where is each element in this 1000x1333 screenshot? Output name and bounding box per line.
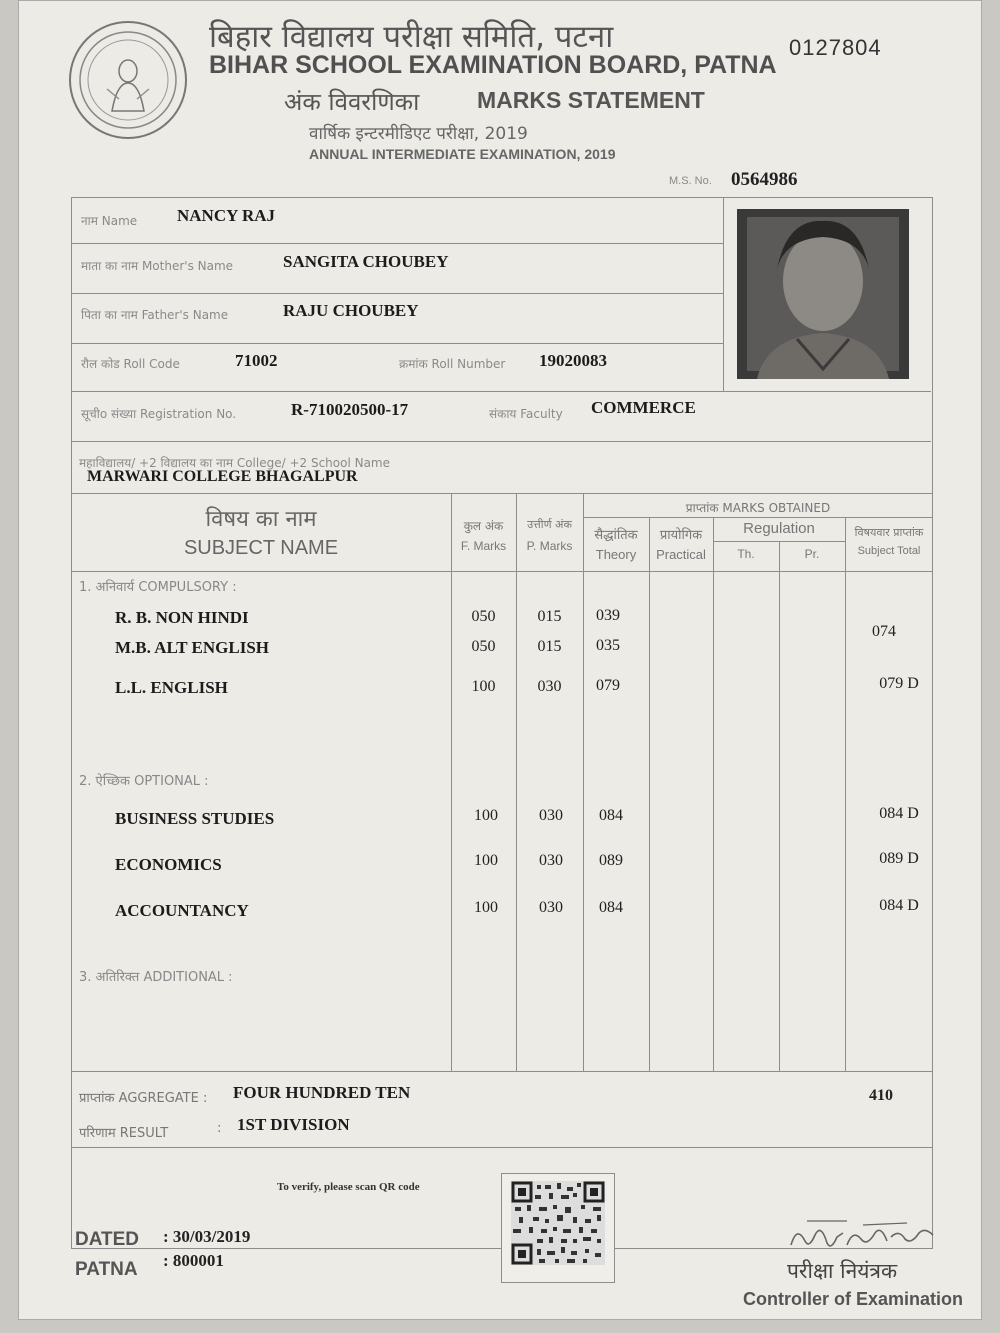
regulation-theory-header: Th. (737, 547, 755, 561)
faculty-label: संकाय Faculty (489, 407, 563, 421)
subject-total-header-hindi: विषयवार प्राप्तांक (854, 526, 924, 539)
aggregate-value: 410 (869, 1087, 893, 1104)
marks-statement-sheet (18, 0, 982, 1320)
ms-number-label: M.S. No. (669, 175, 712, 187)
exam-title-english: ANNUAL INTERMEDIATE EXAMINATION, 2019 (309, 146, 616, 162)
full-marks: 100 (474, 899, 498, 916)
roll-code-label: रौल कोड Roll Code (81, 357, 180, 371)
qr-code-icon[interactable] (511, 1181, 605, 1265)
roll-number: 19020083 (539, 351, 607, 370)
pmarks-header-hindi: उत्तीर्ण अंक (527, 518, 572, 531)
pass-marks: 030 (539, 807, 563, 824)
college-name: MARWARI COLLEGE BHAGALPUR (87, 468, 358, 485)
roll-number-label: क्रमांक Roll Number (399, 357, 506, 371)
father-name: RAJU CHOUBEY (283, 301, 419, 320)
subject-total: 089 D (879, 850, 919, 867)
regulation-practical-header: Pr. (804, 547, 820, 561)
dated-value: : 30/03/2019 (163, 1227, 251, 1246)
controller-title-hindi: परीक्षा नियंत्रक (787, 1259, 898, 1283)
theory-marks: 035 (596, 637, 620, 654)
theory-header-hindi: सैद्धांतिक (594, 528, 638, 543)
board-name-english: BIHAR SCHOOL EXAMINATION BOARD, PATNA (209, 51, 777, 79)
subject-total: 084 D (879, 805, 919, 822)
subject-name: ACCOUNTANCY (115, 901, 249, 920)
subject-name: R. B. NON HINDI (115, 608, 249, 627)
subject-name: ECONOMICS (115, 855, 222, 874)
compulsory-section-label: 1. अनिवार्य COMPULSORY : (79, 580, 237, 595)
theory-marks: 084 (599, 807, 623, 824)
father-name-label: पिता का नाम Father's Name (81, 308, 229, 322)
roll-code: 71002 (235, 351, 278, 370)
statement-title-english: MARKS STATEMENT (477, 87, 705, 113)
theory-marks: 089 (599, 852, 623, 869)
subject-total-header-english: Subject Total (857, 545, 921, 557)
full-marks: 100 (474, 852, 498, 869)
combined-language-total: 074 (872, 623, 896, 640)
ms-number: 0564986 (731, 169, 798, 190)
board-seal-icon (67, 19, 189, 141)
regulation-header: Regulation (743, 520, 815, 537)
full-marks: 050 (471, 638, 496, 655)
registration-label: सूचीo संख्या Registration No. (81, 407, 237, 421)
aggregate-words: FOUR HUNDRED TEN (233, 1083, 411, 1102)
pass-marks: 015 (537, 608, 562, 625)
theory-marks: 084 (599, 899, 623, 916)
theory-marks: 039 (596, 607, 620, 624)
pass-marks: 030 (539, 899, 563, 916)
board-name-hindi: बिहार विद्यालय परीक्षा समिति, पटना (209, 19, 614, 55)
fmarks-header-hindi: कुल अंक (463, 519, 504, 533)
faculty: COMMERCE (591, 398, 696, 417)
result: 1ST DIVISION (237, 1115, 350, 1134)
student-name: NANCY RAJ (177, 206, 276, 225)
optional-section-label: 2. ऐच्छिक OPTIONAL : (79, 774, 209, 789)
student-photo (737, 209, 909, 379)
subject-header-english: SUBJECT NAME (183, 537, 339, 559)
subject-name: M.B. ALT ENGLISH (115, 638, 270, 657)
pass-marks: 030 (539, 852, 563, 869)
fmarks-header-english: F. Marks (460, 539, 507, 553)
controller-signature (787, 1215, 937, 1259)
aggregate-label: प्राप्तांक AGGREGATE : (79, 1091, 208, 1106)
college-label: महाविद्यालय/ +2 विद्यालय का नाम College/ +2 School Name (79, 456, 391, 470)
exam-title-hindi: वार्षिक इन्टरमीडिएट परीक्षा, 2019 (309, 124, 528, 144)
subject-header-hindi: विषय का नाम (205, 507, 317, 532)
place-label: PATNA (75, 1259, 138, 1280)
additional-section-label: 3. अतिरिक्त ADDITIONAL : (79, 970, 233, 985)
name-label: नाम Name (81, 214, 138, 228)
registration-number: R-710020500-17 (291, 400, 409, 419)
statement-title-hindi: अंक विवरणिका (284, 88, 420, 116)
mother-name-label: माता का नाम Mother's Name (81, 259, 234, 273)
pass-marks: 015 (537, 638, 562, 655)
theory-header-english: Theory (595, 547, 637, 562)
subject-total: 079 D (879, 675, 919, 692)
full-marks: 100 (471, 678, 496, 695)
theory-marks: 079 (596, 677, 620, 694)
subject-name: L.L. ENGLISH (115, 678, 228, 697)
dated-label: DATED (75, 1229, 140, 1250)
marks-obtained-header: प्राप्तांक MARKS OBTAINED (685, 501, 831, 515)
result-colon: : (217, 1121, 222, 1136)
pmarks-header-english: P. Marks (526, 539, 573, 553)
subject-name: BUSINESS STUDIES (115, 809, 275, 828)
practical-header-hindi: प्रायोगिक (659, 528, 703, 543)
verify-instruction: To verify, please scan QR code (277, 1181, 420, 1193)
mother-name: SANGITA CHOUBEY (283, 252, 449, 271)
subject-total: 084 D (879, 897, 919, 914)
controller-title-english: Controller of Examination (743, 1289, 964, 1309)
pass-marks: 030 (537, 678, 562, 695)
pin-code: : 800001 (163, 1251, 224, 1270)
serial-number: 0127804 (789, 35, 882, 60)
result-label: परिणाम RESULT (79, 1126, 169, 1141)
full-marks: 100 (474, 807, 498, 824)
practical-header-english: Practical (656, 547, 706, 562)
full-marks: 050 (471, 608, 496, 625)
